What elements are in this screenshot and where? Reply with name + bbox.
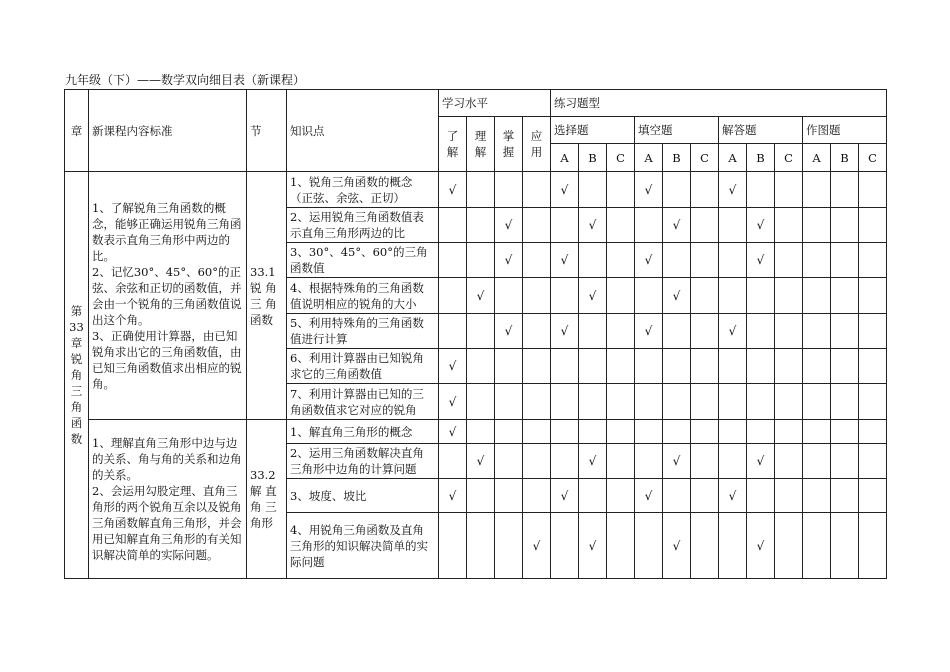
mark-cell	[719, 278, 747, 314]
mark-cell	[803, 278, 831, 314]
mark-cell	[775, 444, 803, 479]
mark-cell	[607, 278, 635, 314]
mark-cell	[523, 172, 551, 208]
mark-cell: √	[663, 208, 691, 243]
mark-cell	[523, 243, 551, 278]
mark-cell	[747, 384, 775, 420]
mark-cell	[747, 172, 775, 208]
chapter-char: 三	[70, 384, 83, 398]
header-c: C	[859, 144, 887, 172]
mark-cell	[803, 243, 831, 278]
mark-cell	[467, 314, 495, 349]
mark-cell	[523, 208, 551, 243]
mark-cell	[635, 444, 663, 479]
mark-cell	[495, 349, 523, 384]
mark-cell	[691, 243, 719, 278]
mark-cell	[691, 314, 719, 349]
mark-cell: √	[579, 208, 607, 243]
mark-cell	[747, 349, 775, 384]
mark-cell	[439, 314, 467, 349]
table-row	[65, 172, 887, 208]
mark-cell	[803, 172, 831, 208]
mark-cell	[607, 384, 635, 420]
mark-cell: √	[635, 314, 663, 349]
mark-cell: √	[551, 243, 579, 278]
mark-cell	[775, 314, 803, 349]
mark-cell	[747, 278, 775, 314]
mark-cell: √	[495, 314, 523, 349]
mark-cell: √	[747, 444, 775, 479]
header-c: C	[691, 144, 719, 172]
mark-cell	[747, 314, 775, 349]
mark-cell	[719, 384, 747, 420]
section-cell: 33.2 解 直 角 三 角形	[247, 420, 287, 579]
mark-cell	[831, 314, 859, 349]
mark-cell	[439, 513, 467, 579]
mark-cell	[859, 420, 887, 444]
mark-cell	[831, 420, 859, 444]
mark-cell: √	[551, 314, 579, 349]
mark-cell	[523, 349, 551, 384]
header-a: A	[803, 144, 831, 172]
header-a: A	[635, 144, 663, 172]
mark-cell	[775, 384, 803, 420]
mark-cell: √	[467, 278, 495, 314]
mark-cell	[691, 278, 719, 314]
header-level-label: 掌握	[502, 129, 515, 159]
mark-cell	[607, 479, 635, 513]
mark-cell: √	[495, 208, 523, 243]
chapter-char: 锐	[70, 352, 83, 366]
mark-cell	[691, 513, 719, 579]
mark-cell	[467, 479, 495, 513]
mark-cell	[859, 172, 887, 208]
mark-cell	[831, 479, 859, 513]
mark-cell	[803, 513, 831, 579]
mark-cell	[803, 444, 831, 479]
mark-cell	[775, 349, 803, 384]
knowledge-point-cell: 3、30°、45°、60°的三角函数值	[287, 243, 439, 278]
mark-cell	[523, 420, 551, 444]
mark-cell	[859, 513, 887, 579]
mark-cell: √	[551, 172, 579, 208]
mark-cell	[439, 243, 467, 278]
mark-cell: √	[551, 479, 579, 513]
header-a: A	[551, 144, 579, 172]
mark-cell	[607, 349, 635, 384]
knowledge-point-cell: 4、用锐角三角函数及直角三角形的知识解决简单的实际问题	[287, 513, 439, 579]
mark-cell: √	[747, 243, 775, 278]
mark-cell	[467, 384, 495, 420]
mark-cell	[551, 513, 579, 579]
mark-cell	[663, 172, 691, 208]
mark-cell: √	[663, 278, 691, 314]
mark-cell: √	[747, 208, 775, 243]
knowledge-point-cell: 2、运用锐角三角函数值表示直角三角形两边的比	[287, 208, 439, 243]
header-type-drawing: 作图题	[803, 117, 887, 144]
mark-cell	[691, 384, 719, 420]
mark-cell	[691, 420, 719, 444]
mark-cell	[691, 208, 719, 243]
mark-cell	[859, 384, 887, 420]
mark-cell	[635, 278, 663, 314]
header-standard: 新课程内容标准	[89, 90, 247, 172]
mark-cell	[467, 243, 495, 278]
mark-cell	[607, 420, 635, 444]
mark-cell	[775, 243, 803, 278]
mark-cell	[691, 479, 719, 513]
mark-cell	[747, 420, 775, 444]
mark-cell	[663, 349, 691, 384]
mark-cell	[803, 479, 831, 513]
header-level-label: 了解	[446, 129, 459, 159]
header-a: A	[719, 144, 747, 172]
mark-cell: √	[719, 172, 747, 208]
mark-cell	[607, 513, 635, 579]
mark-cell	[775, 278, 803, 314]
knowledge-point-cell: 7、利用计算器由已知的三角函数值求它对应的锐角	[287, 384, 439, 420]
mark-cell	[579, 314, 607, 349]
header-types-group: 练习题型	[551, 90, 887, 117]
mark-cell	[775, 420, 803, 444]
mark-cell	[523, 444, 551, 479]
mark-cell	[803, 420, 831, 444]
mark-cell: √	[467, 444, 495, 479]
mark-cell	[495, 384, 523, 420]
chapter-char: 函	[70, 416, 83, 430]
standard-cell: 1、理解直角三角形中边与边的关系、角与角的关系和边角的关系。 2、会运用勾股定理、直角三角形的两个锐角互余以及锐角三角函数解直角三角形，并会用已知解直角三角形的有关知识解决简单的实际问题。	[89, 420, 247, 579]
mark-cell	[495, 479, 523, 513]
chapter-char: 数	[70, 432, 83, 446]
header-type-fill: 填空题	[635, 117, 719, 144]
header-c: C	[607, 144, 635, 172]
mark-cell	[495, 444, 523, 479]
mark-cell	[747, 479, 775, 513]
mark-cell	[607, 172, 635, 208]
mark-cell: √	[579, 513, 607, 579]
mark-cell	[831, 513, 859, 579]
mark-cell	[579, 349, 607, 384]
mark-cell: √	[579, 444, 607, 479]
mark-cell	[691, 349, 719, 384]
header-b: B	[663, 144, 691, 172]
mark-cell	[635, 513, 663, 579]
mark-cell	[439, 278, 467, 314]
header-type-answer: 解答题	[719, 117, 803, 144]
mark-cell	[859, 278, 887, 314]
header-level-3	[495, 117, 523, 172]
header-levels-group: 学习水平	[439, 90, 551, 117]
mark-cell	[439, 444, 467, 479]
mark-cell	[579, 243, 607, 278]
chapter-char: 角	[70, 368, 83, 382]
section-cell: 33.1 锐 角 三 角 函数	[247, 172, 287, 420]
mark-cell	[859, 444, 887, 479]
mark-cell	[719, 513, 747, 579]
table-row	[65, 420, 887, 444]
mark-cell	[495, 278, 523, 314]
mark-cell: √	[635, 479, 663, 513]
mark-cell: √	[439, 349, 467, 384]
knowledge-point-cell: 5、利用特殊角的三角函数值进行计算	[287, 314, 439, 349]
mark-cell	[523, 384, 551, 420]
mark-cell	[467, 420, 495, 444]
mark-cell	[831, 278, 859, 314]
mark-cell	[439, 208, 467, 243]
chapter-char: 33	[69, 320, 84, 334]
mark-cell	[775, 479, 803, 513]
mark-cell: √	[719, 314, 747, 349]
header-b: B	[579, 144, 607, 172]
mark-cell	[635, 208, 663, 243]
mark-cell	[607, 314, 635, 349]
mark-cell: √	[663, 444, 691, 479]
mark-cell	[495, 513, 523, 579]
mark-cell	[775, 208, 803, 243]
mark-cell	[859, 208, 887, 243]
mark-cell	[579, 172, 607, 208]
knowledge-point-cell: 2、运用三角函数解决直角三角形中边角的计算问题	[287, 444, 439, 479]
mark-cell	[803, 349, 831, 384]
mark-cell	[467, 208, 495, 243]
mark-cell	[663, 384, 691, 420]
spec-table	[64, 89, 887, 579]
mark-cell	[467, 172, 495, 208]
mark-cell	[831, 172, 859, 208]
header-level-1	[439, 117, 467, 172]
header-row-1	[65, 90, 887, 117]
mark-cell: √	[439, 420, 467, 444]
mark-cell: √	[747, 513, 775, 579]
mark-cell: √	[439, 384, 467, 420]
mark-cell	[719, 208, 747, 243]
mark-cell	[663, 479, 691, 513]
standard-cell: 1、了解锐角三角函数的概念，能够正确运用锐角三角函数表示直角三角形中两边的比。 2、记忆30°、45°、60°的正弦、余弦和正切的函数值，并会由一个锐角的三角函数值说出这个角。 3、正确使用计算器，由已知锐角求出它的三角函数值，由已知三角函数值求出相应的锐角。	[89, 172, 247, 420]
mark-cell	[719, 444, 747, 479]
mark-cell	[495, 172, 523, 208]
mark-cell	[775, 513, 803, 579]
chapter-char: 章	[70, 336, 83, 350]
mark-cell	[859, 243, 887, 278]
header-c: C	[775, 144, 803, 172]
mark-cell	[551, 278, 579, 314]
mark-cell	[607, 444, 635, 479]
chapter-char: 角	[70, 400, 83, 414]
chapter-cell	[65, 172, 89, 579]
header-level-label: 理解	[474, 129, 487, 159]
mark-cell	[719, 420, 747, 444]
mark-cell	[551, 349, 579, 384]
mark-cell	[803, 384, 831, 420]
mark-cell	[803, 208, 831, 243]
knowledge-point-cell: 6、利用计算器由已知锐角求它的三角函数值	[287, 349, 439, 384]
mark-cell	[523, 278, 551, 314]
mark-cell: √	[523, 513, 551, 579]
mark-cell: √	[635, 172, 663, 208]
mark-cell: √	[719, 479, 747, 513]
header-b: B	[831, 144, 859, 172]
mark-cell	[691, 444, 719, 479]
mark-cell	[831, 208, 859, 243]
mark-cell	[859, 349, 887, 384]
header-type-choice: 选择题	[551, 117, 635, 144]
mark-cell	[551, 444, 579, 479]
mark-cell	[551, 208, 579, 243]
mark-cell	[859, 479, 887, 513]
mark-cell	[803, 314, 831, 349]
mark-cell	[579, 384, 607, 420]
mark-cell	[831, 384, 859, 420]
knowledge-point-cell: 4、根据特殊角的三角函数值说明相应的锐角的大小	[287, 278, 439, 314]
header-chapter: 章	[65, 90, 89, 172]
mark-cell	[719, 243, 747, 278]
mark-cell	[635, 349, 663, 384]
header-level-2	[467, 117, 495, 172]
mark-cell	[607, 208, 635, 243]
mark-cell: √	[579, 278, 607, 314]
mark-cell	[551, 420, 579, 444]
knowledge-point-cell: 1、锐角三角函数的概念（正弦、余弦、正切）	[287, 172, 439, 208]
mark-cell	[607, 243, 635, 278]
mark-cell: √	[635, 243, 663, 278]
page-title: 九年级（下）——数学双向细目表（新课程）	[65, 73, 306, 87]
mark-cell	[467, 513, 495, 579]
chapter-char: 第	[70, 304, 83, 318]
mark-cell	[551, 384, 579, 420]
header-b: B	[747, 144, 775, 172]
mark-cell	[859, 314, 887, 349]
mark-cell	[831, 349, 859, 384]
mark-cell	[663, 420, 691, 444]
mark-cell	[495, 420, 523, 444]
knowledge-point-cell: 1、解直角三角形的概念	[287, 420, 439, 444]
header-section: 节	[247, 90, 287, 172]
mark-cell	[663, 314, 691, 349]
header-level-label: 应用	[530, 129, 543, 159]
mark-cell: √	[439, 479, 467, 513]
mark-cell	[663, 243, 691, 278]
mark-cell: √	[495, 243, 523, 278]
header-knowledge: 知识点	[287, 90, 439, 172]
mark-cell	[579, 479, 607, 513]
mark-cell	[831, 243, 859, 278]
mark-cell	[691, 172, 719, 208]
mark-cell	[523, 479, 551, 513]
mark-cell	[775, 172, 803, 208]
mark-cell: √	[663, 513, 691, 579]
mark-cell	[635, 384, 663, 420]
knowledge-point-cell: 3、坡度、坡比	[287, 479, 439, 513]
mark-cell: √	[439, 172, 467, 208]
mark-cell	[831, 444, 859, 479]
mark-cell	[719, 349, 747, 384]
mark-cell	[523, 314, 551, 349]
mark-cell	[467, 349, 495, 384]
mark-cell	[579, 420, 607, 444]
header-level-4	[523, 117, 551, 172]
mark-cell	[635, 420, 663, 444]
